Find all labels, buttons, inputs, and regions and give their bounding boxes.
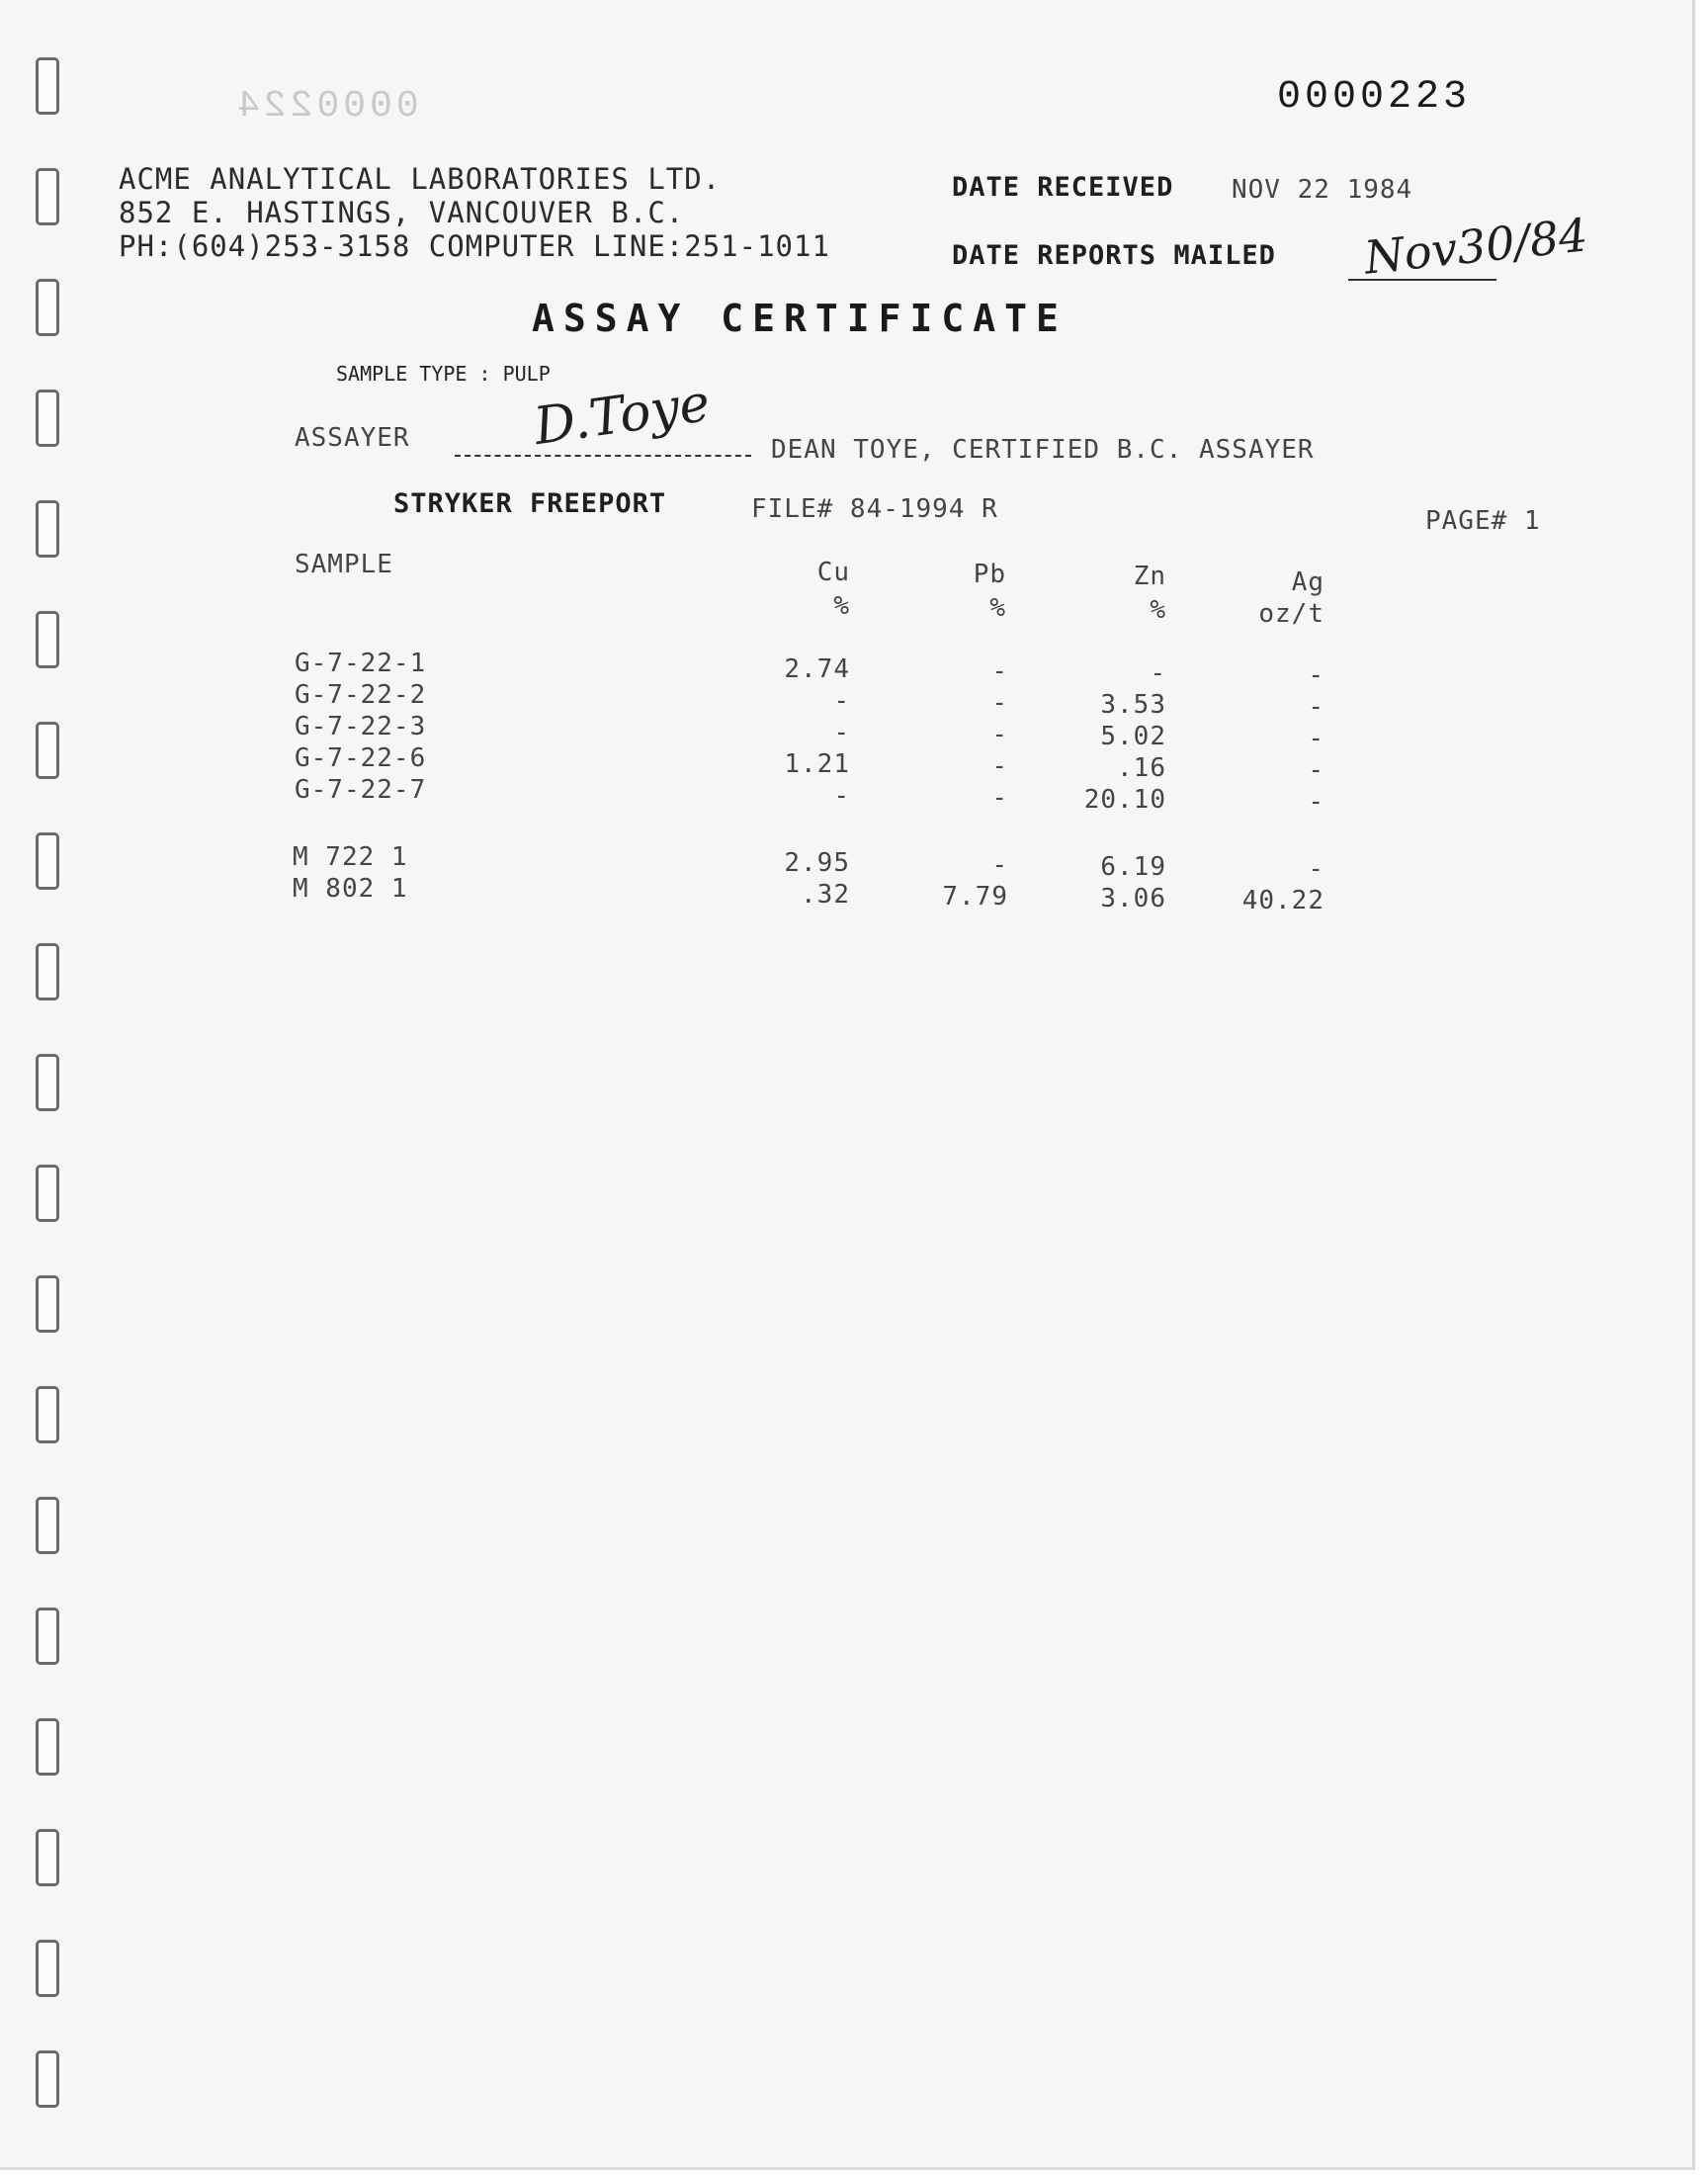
ag-value: 40.22 xyxy=(1241,886,1324,915)
assayer-label: ASSAYER xyxy=(295,423,410,453)
pb-value: - xyxy=(991,783,1008,813)
pb-value: - xyxy=(991,751,1008,781)
punch-hole xyxy=(36,500,59,558)
ag-value: - xyxy=(1308,854,1324,884)
date-received-label: DATE RECEIVED xyxy=(952,172,1174,203)
punch-hole xyxy=(36,2050,59,2108)
document-number: 0000223 xyxy=(1277,75,1472,120)
zn-value: 5.02 xyxy=(1100,722,1166,751)
ag-value: - xyxy=(1308,724,1324,753)
sample-id: G-7-22-2 xyxy=(295,680,427,710)
punch-hole xyxy=(36,1054,59,1111)
punch-holes xyxy=(0,0,79,2175)
zn-value: - xyxy=(1150,658,1166,688)
punch-hole xyxy=(36,1829,59,1886)
lab-name: ACME ANALYTICAL LABORATORIES LTD. xyxy=(119,162,722,196)
cu-value: - xyxy=(833,781,850,811)
punch-hole xyxy=(36,1718,59,1776)
file-number: FILE# 84-1994 R xyxy=(751,494,998,524)
column-header-zn: Zn xyxy=(1133,562,1166,591)
sample-id: G-7-22-6 xyxy=(295,743,427,773)
sample-id: M 802 1 xyxy=(293,874,408,904)
ag-value: - xyxy=(1308,755,1324,785)
punch-hole xyxy=(36,1608,59,1665)
punch-hole xyxy=(36,168,59,225)
zn-value: 3.06 xyxy=(1100,884,1166,914)
column-unit-pb: % xyxy=(989,593,1006,623)
sample-id: G-7-22-3 xyxy=(295,712,427,741)
column-header-pb: Pb xyxy=(973,560,1006,589)
sample-id: M 722 1 xyxy=(293,842,408,872)
sample-type: SAMPLE TYPE : PULP xyxy=(336,362,551,386)
pb-value: - xyxy=(991,720,1008,749)
punch-hole xyxy=(36,611,59,668)
punch-hole xyxy=(36,1165,59,1222)
punch-hole xyxy=(36,57,59,115)
cu-value: 2.95 xyxy=(784,848,850,878)
pb-value: 7.79 xyxy=(942,882,1008,912)
punch-hole xyxy=(36,722,59,779)
punch-hole xyxy=(36,1497,59,1554)
column-unit-zn: % xyxy=(1150,595,1166,625)
punch-hole xyxy=(36,1275,59,1333)
ag-value: - xyxy=(1308,660,1324,690)
punch-hole xyxy=(36,1386,59,1443)
sample-id: G-7-22-7 xyxy=(295,775,427,805)
date-received-value: NOV 22 1984 xyxy=(1232,175,1413,205)
column-header-ag: Ag xyxy=(1291,567,1324,597)
assayer-signature: D.Toye xyxy=(530,373,714,458)
pb-value: - xyxy=(991,688,1008,718)
cu-value: 1.21 xyxy=(784,749,850,779)
punch-hole xyxy=(36,279,59,336)
zn-value: .16 xyxy=(1117,753,1166,783)
punch-hole xyxy=(36,832,59,890)
page-title: ASSAY CERTIFICATE xyxy=(532,297,1068,340)
column-unit-cu: % xyxy=(833,591,850,621)
ag-value: - xyxy=(1308,787,1324,817)
punch-hole xyxy=(36,1940,59,1997)
zn-value: 20.10 xyxy=(1083,785,1166,815)
column-header-sample: SAMPLE xyxy=(295,550,393,579)
cu-value: .32 xyxy=(801,880,850,910)
signature-line xyxy=(455,455,751,457)
project-name: STRYKER FREEPORT xyxy=(393,488,667,519)
date-mailed-label: DATE REPORTS MAILED xyxy=(952,240,1276,271)
pb-value: - xyxy=(991,656,1008,686)
cu-value: - xyxy=(833,718,850,747)
date-mailed-underline xyxy=(1348,279,1496,281)
page-number: PAGE# 1 xyxy=(1425,506,1541,536)
pb-value: - xyxy=(991,850,1008,880)
lab-address: 852 E. HASTINGS, VANCOUVER B.C. xyxy=(119,196,685,229)
ghost-document-number: 0000224 xyxy=(233,85,419,128)
zn-value: 3.53 xyxy=(1100,690,1166,720)
punch-hole xyxy=(36,943,59,1000)
lab-phone: PH:(604)253-3158 COMPUTER LINE:251-1011 xyxy=(119,229,830,263)
sample-id: G-7-22-1 xyxy=(295,649,427,678)
punch-hole xyxy=(36,390,59,447)
date-mailed-value: Nov30/84 xyxy=(1361,208,1590,285)
cu-value: - xyxy=(833,686,850,716)
zn-value: 6.19 xyxy=(1100,852,1166,882)
assayer-name: DEAN TOYE, CERTIFIED B.C. ASSAYER xyxy=(771,435,1315,465)
column-unit-ag: oz/t xyxy=(1258,599,1324,629)
cu-value: 2.74 xyxy=(784,654,850,684)
ag-value: - xyxy=(1308,692,1324,722)
column-header-cu: Cu xyxy=(816,558,850,587)
